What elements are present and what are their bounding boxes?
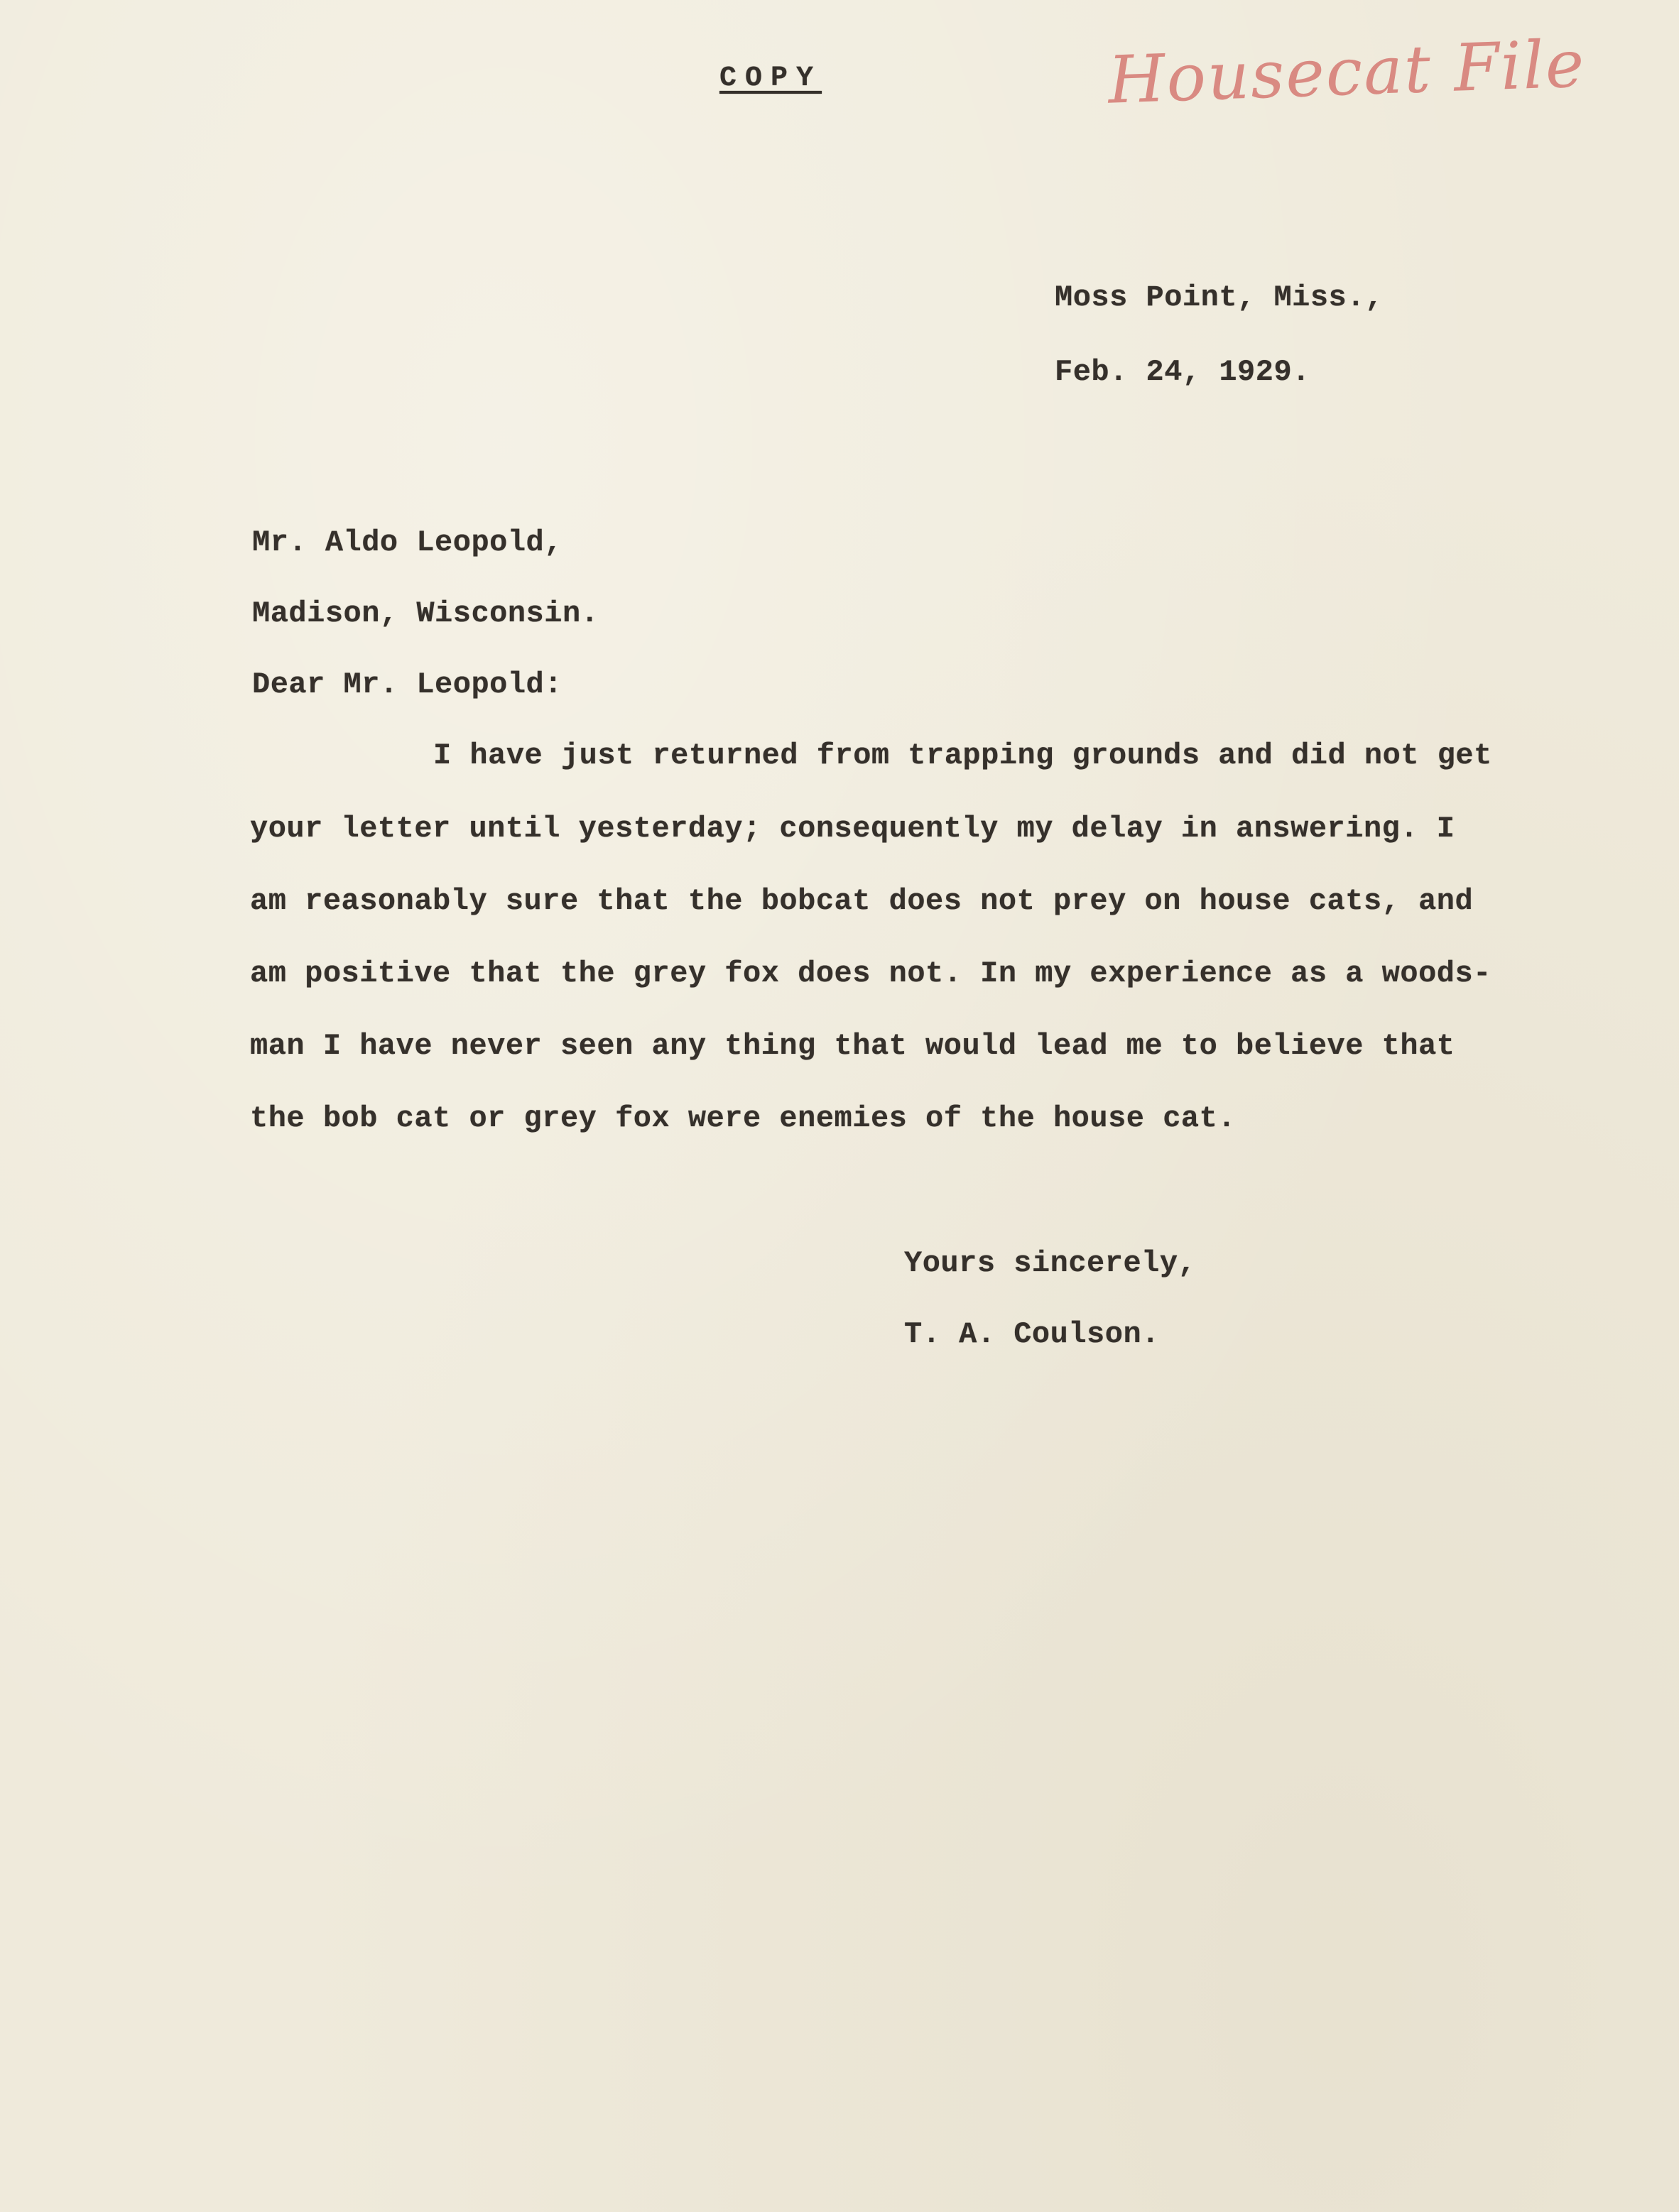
signature: T. A. Coulson.: [904, 1317, 1160, 1351]
letter-place: Moss Point, Miss.,: [1055, 280, 1384, 315]
letter-date: Feb. 24, 1929.: [1055, 355, 1310, 389]
handwritten-file-note: Housecat File: [1107, 26, 1587, 119]
body-line: your letter until yesterday; consequently my delay in answering. I: [250, 812, 1455, 846]
copy-label: COPY: [719, 62, 822, 94]
body-line: am positive that the grey fox does not. In my experience as a woods-: [250, 957, 1491, 991]
body-line: I have just returned from trapping grounds and did not get: [433, 739, 1492, 773]
body-line: am reasonably sure that the bobcat does not prey on house cats, and: [250, 884, 1474, 918]
recipient-location: Madison, Wisconsin.: [252, 596, 599, 631]
recipient-name: Mr. Aldo Leopold,: [252, 525, 563, 560]
body-line: man I have never seen any thing that would lead me to believe that: [250, 1029, 1455, 1063]
body-line: the bob cat or grey fox were enemies of the house cat.: [250, 1101, 1237, 1135]
closing: Yours sincerely,: [904, 1246, 1197, 1280]
salutation: Dear Mr. Leopold:: [252, 668, 563, 702]
